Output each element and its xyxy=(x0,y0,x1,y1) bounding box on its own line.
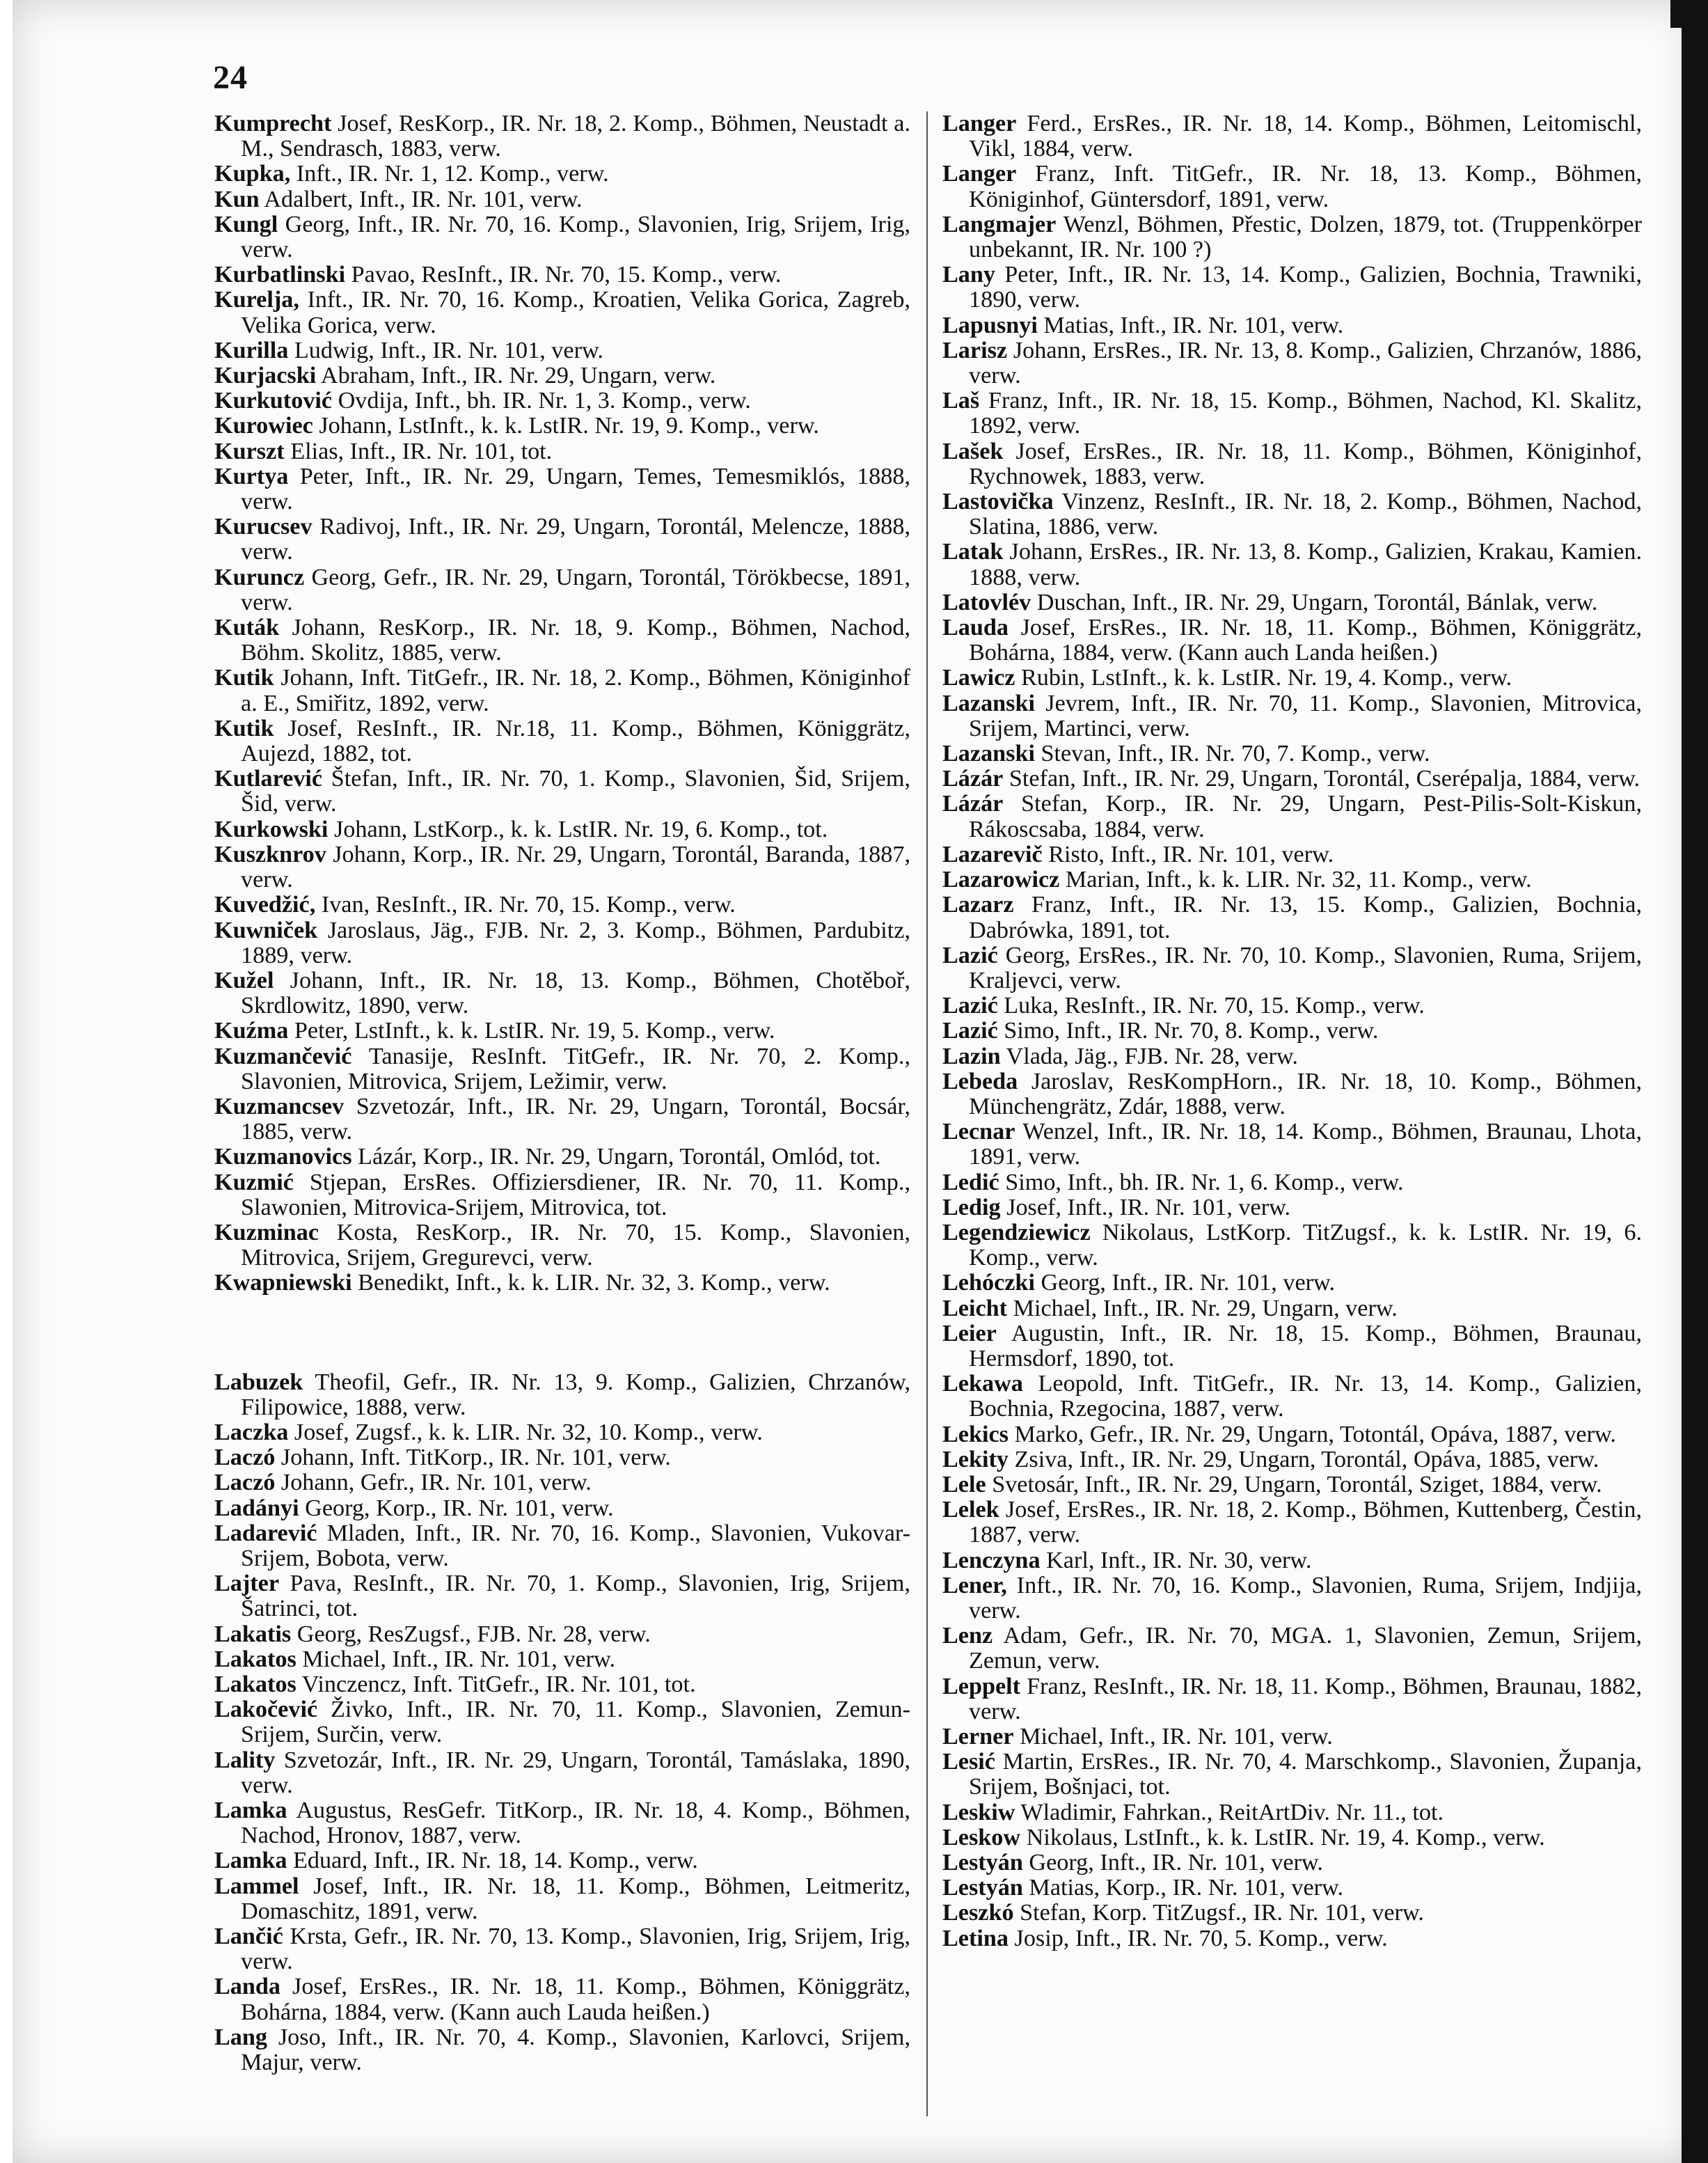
list-entry xyxy=(214,1271,910,1296)
list-entry xyxy=(942,1271,1642,1296)
entry-details: Duschan, Inft., IR. Nr. 29, Ungarn, Torontál, Bánlak, verw. xyxy=(1031,589,1598,615)
list-entry xyxy=(942,1018,1642,1044)
list-entry xyxy=(214,414,910,439)
entry-details: Matias, Inft., IR. Nr. 101, verw. xyxy=(1037,312,1344,338)
entry-details: Ivan, ResInft., IR. Nr. 70, 15. Komp., verw. xyxy=(315,892,736,918)
entry-details: Theofil, Gefr., IR. Nr. 13, 9. Komp., Galizien, Chrzanów, Filipowice, 1888, verw. xyxy=(241,1369,910,1420)
list-entry xyxy=(214,817,910,842)
list-entry xyxy=(942,1371,1642,1422)
entry-details: Risto, Inft., IR. Nr. 101, verw. xyxy=(1042,841,1334,867)
entry-surname: Kuzmić xyxy=(214,1169,294,1195)
list-entry xyxy=(942,615,1642,666)
entry-details: Pava, ResInft., IR. Nr. 70, 1. Komp., Slavonien, Irig, Srijem, Šatrinci, tot. xyxy=(241,1571,910,1622)
entry-surname: Kurkutović xyxy=(214,388,333,414)
list-entry xyxy=(942,792,1642,842)
list-entry xyxy=(214,212,910,262)
entry-details: Ludwig, Inft., IR. Nr. 101, verw. xyxy=(288,337,603,363)
entry-surname: Lesić xyxy=(942,1749,995,1775)
entry-details: Jevrem, Inft., IR. Nr. 70, 11. Komp., Slavonien, Mitrovica, Srijem, Martinci, verw. xyxy=(969,690,1642,741)
entry-details: Georg, Korp., IR. Nr. 101, verw. xyxy=(299,1495,614,1521)
entry-surname: Ledig xyxy=(942,1194,1001,1220)
entry-details: Ovdija, Inft., bh. IR. Nr. 1, 3. Komp., verw. xyxy=(332,388,751,414)
list-entry xyxy=(214,1748,910,1798)
list-entry xyxy=(942,943,1642,993)
entry-details: Martin, ErsRes., IR. Nr. 70, 4. Marschkomp., Slavonien, Županja, Srijem, Bošnjaci, tot. xyxy=(969,1749,1642,1800)
entry-surname: Langer xyxy=(942,161,1017,187)
list-entry xyxy=(214,1145,910,1170)
entry-surname: Laš xyxy=(942,388,980,414)
entry-details: Michael, Inft., IR. Nr. 101, verw. xyxy=(1013,1724,1333,1749)
entry-surname: Kuźma xyxy=(214,1018,289,1044)
entry-surname: Lehóczki xyxy=(942,1270,1035,1296)
entry-surname: Kurjacski xyxy=(214,363,317,389)
list-entry xyxy=(214,111,910,162)
entry-details: Michael, Inft., IR. Nr. 101, verw. xyxy=(296,1646,616,1672)
list-entry xyxy=(942,1850,1642,1875)
list-entry xyxy=(214,1647,910,1672)
list-entry xyxy=(942,1674,1642,1724)
column-divider xyxy=(926,111,928,2116)
entry-details: Josef, Zugsf., k. k. LIR. Nr. 32, 10. Komp., verw. xyxy=(288,1419,763,1445)
list-entry xyxy=(214,565,910,615)
list-entry xyxy=(942,666,1642,691)
entry-details: Wladimir, Fahrkan., ReitArtDiv. Nr. 11., tot. xyxy=(1015,1799,1444,1825)
entry-surname: Kuzmančević xyxy=(214,1043,352,1069)
entry-details: Inft., IR. Nr. 70, 16. Komp., Kroatien, Velika Gorica, Zagreb, Velika Gorica, verw. xyxy=(241,287,910,338)
entry-details: Marko, Gefr., IR. Nr. 29, Ungarn, Totontál, Opáva, 1887, verw. xyxy=(1008,1421,1616,1447)
entry-details: Stjepan, ErsRes. Offiziersdiener, IR. Nr. 70, 11. Komp., Slawonien, Mitrovica-Srijem, Mitrovica, tot. xyxy=(241,1169,910,1220)
entry-details: Josef, ErsRes., IR. Nr. 18, 2. Komp., Böhmen, Kuttenberg, Čestin, 1887, verw. xyxy=(969,1497,1642,1548)
entry-details: Szvetozár, Inft., IR. Nr. 29, Ungarn, Torontál, Bocsár, 1885, verw. xyxy=(241,1093,910,1145)
list-entry xyxy=(214,968,910,1018)
entry-details: Stefan, Korp., IR. Nr. 29, Ungarn, Pest-Pilis-Solt-Kiskun, Rákoscsaba, 1884, verw. xyxy=(969,791,1642,842)
entry-surname: Kurkowski xyxy=(214,816,329,842)
list-entry xyxy=(942,1321,1642,1371)
entry-details: Svetosár, Inft., IR. Nr. 29, Ungarn, Torontál, Sziget, 1884, verw. xyxy=(986,1471,1602,1497)
entry-surname: Laczó xyxy=(214,1445,276,1471)
entry-surname: Kuták xyxy=(214,615,280,641)
list-entry xyxy=(942,262,1642,313)
entry-surname: Lele xyxy=(942,1471,986,1497)
entry-surname: Lazanski xyxy=(942,690,1035,716)
entry-details: Josef, ErsRes., IR. Nr. 18, 11. Komp., Böhmen, Königgrätz, Bohárna, 1884, verw. (Kann auch Lauda heißen.) xyxy=(241,1974,910,2025)
entry-details: Johann, Inft. TitKorp., IR. Nr. 101, verw. xyxy=(275,1445,671,1471)
entry-details: Johann, Korp., IR. Nr. 29, Ungarn, Torontál, Baranda, 1887, verw. xyxy=(241,841,910,893)
entry-surname: Kurelja, xyxy=(214,287,299,313)
list-entry xyxy=(942,388,1642,439)
entry-surname: Lakatos xyxy=(214,1646,296,1672)
entry-surname: Larisz xyxy=(942,337,1008,363)
list-entry xyxy=(214,2025,910,2075)
list-entry xyxy=(214,514,910,565)
entry-details: Tanasije, ResInft. TitGefr., IR. Nr. 70, 2. Komp., Slavonien, Mitrovica, Srijem, Ležimir, verw. xyxy=(241,1043,910,1094)
entry-surname: Landa xyxy=(214,1974,281,2000)
list-entry xyxy=(942,741,1642,766)
entry-details: Pavao, ResInft., IR. Nr. 70, 15. Komp., verw. xyxy=(345,262,782,288)
entry-surname: Lang xyxy=(214,2024,268,2050)
entry-surname: Ladányi xyxy=(214,1495,299,1521)
entry-surname: Kuwniček xyxy=(214,917,318,943)
list-entry xyxy=(214,1094,910,1145)
list-entry xyxy=(942,1497,1642,1548)
list-entry xyxy=(214,1974,910,2024)
entry-details: Georg, Inft., IR. Nr. 101, verw. xyxy=(1022,1850,1323,1876)
entry-details: Simo, Inft., bh. IR. Nr. 1, 6. Komp., verw. xyxy=(999,1169,1404,1195)
entry-details: Leopold, Inft. TitGefr., IR. Nr. 13, 14. Komp., Galizien, Bochnia, Rzegocina, 1887, verw. xyxy=(969,1371,1642,1422)
entry-surname: Lazić xyxy=(942,1018,998,1044)
list-entry xyxy=(942,1901,1642,1926)
list-entry xyxy=(214,338,910,363)
entry-details: Adalbert, Inft., IR. Nr. 101, verw. xyxy=(259,186,583,212)
entry-details: Jaroslav, ResKompHorn., IR. Nr. 18, 10. Komp., Böhmen, Münchengrätz, Zdár, 1888, verw. xyxy=(969,1068,1642,1119)
entry-surname: Lamka xyxy=(214,1848,287,1874)
entry-surname: Lajter xyxy=(214,1571,280,1597)
list-entry xyxy=(942,1170,1642,1195)
entry-surname: Kurilla xyxy=(214,337,289,363)
entry-surname: Lapusnyi xyxy=(942,312,1038,338)
entry-surname: Lazanski xyxy=(942,741,1035,767)
list-entry xyxy=(942,1926,1642,1951)
entry-surname: Langer xyxy=(942,111,1017,136)
entry-details: Franz, ResInft., IR. Nr. 18, 11. Komp., Böhmen, Braunau, 1882, verw. xyxy=(969,1673,1642,1724)
entry-surname: Kwapniewski xyxy=(214,1270,352,1296)
list-entry xyxy=(214,1445,910,1470)
list-entry xyxy=(942,1422,1642,1447)
list-entry xyxy=(942,162,1642,212)
list-entry xyxy=(942,111,1642,162)
list-entry xyxy=(942,489,1642,540)
entry-details: Simo, Inft., IR. Nr. 70, 8. Komp., verw. xyxy=(997,1018,1379,1044)
entry-surname: Kurszt xyxy=(214,438,285,464)
entry-surname: Kumprecht xyxy=(214,111,332,136)
entry-surname: Lawicz xyxy=(942,665,1015,691)
entry-details: Luka, ResInft., IR. Nr. 70, 15. Komp., verw. xyxy=(997,993,1425,1019)
entry-surname: Leicht xyxy=(942,1295,1008,1321)
list-entry xyxy=(214,363,910,388)
list-entry xyxy=(214,666,910,716)
list-entry xyxy=(942,1749,1642,1800)
entry-surname: Kuruncz xyxy=(214,564,305,590)
entry-surname: Latovlév xyxy=(942,589,1031,615)
page-number: 24 xyxy=(213,59,248,96)
left-column xyxy=(214,111,910,2075)
entry-surname: Kurtya xyxy=(214,463,289,489)
entry-details: Ferd., ErsRes., IR. Nr. 18, 14. Komp., Böhmen, Leitomischl, Vikl, 1884, verw. xyxy=(969,111,1642,162)
list-entry xyxy=(214,1044,910,1094)
entry-details: Adam, Gefr., IR. Nr. 70, MGA. 1, Slavonien, Zemun, Srijem, Zemun, verw. xyxy=(969,1623,1642,1674)
list-entry xyxy=(942,691,1642,741)
entry-surname: Leppelt xyxy=(942,1673,1021,1699)
list-entry xyxy=(214,1798,910,1848)
entry-details: Lázár, Korp., IR. Nr. 29, Ungarn, Torontál, Omlód, tot. xyxy=(351,1144,881,1170)
entry-surname: Lekics xyxy=(942,1421,1009,1447)
entry-surname: Ledić xyxy=(942,1169,999,1195)
list-entry xyxy=(214,162,910,187)
entry-surname: Kurucsev xyxy=(214,514,313,540)
entry-details: Elias, Inft., IR. Nr. 101, tot. xyxy=(284,438,553,464)
entry-surname: Lakatis xyxy=(214,1621,292,1647)
entry-surname: Lazić xyxy=(942,942,998,968)
entry-details: Vinczencz, Inft. TitGefr., IR. Nr. 101, tot. xyxy=(296,1671,696,1697)
list-entry xyxy=(214,766,910,817)
entry-details: Karl, Inft., IR. Nr. 30, verw. xyxy=(1040,1547,1312,1573)
entry-details: Wenzel, Inft., IR. Nr. 18, 14. Komp., Böhmen, Braunau, Lhota, 1891, verw. xyxy=(969,1119,1642,1170)
entry-details: Stevan, Inft., IR. Nr. 70, 7. Komp., verw. xyxy=(1035,741,1430,767)
entry-surname: Lastovička xyxy=(942,489,1054,515)
entry-surname: Letina xyxy=(942,1925,1009,1951)
list-entry xyxy=(942,1724,1642,1749)
list-entry xyxy=(942,766,1642,792)
list-entry xyxy=(214,1874,910,1924)
entry-surname: Lašek xyxy=(942,438,1004,464)
list-entry xyxy=(214,262,910,288)
entry-surname: Lenczyna xyxy=(942,1547,1041,1573)
entry-surname: Lazarz xyxy=(942,892,1014,918)
scan-border-corner xyxy=(1670,0,1708,28)
entry-details: Mladen, Inft., IR. Nr. 70, 16. Komp., Slavonien, Vukovar-Srijem, Bobota, verw. xyxy=(241,1520,910,1571)
entry-details: Inft., IR. Nr. 1, 12. Komp., verw. xyxy=(290,161,609,187)
entry-details: Johann, LstInft., k. k. LstIR. Nr. 19, 9. Komp., verw. xyxy=(313,413,819,439)
entry-surname: Lener, xyxy=(942,1572,1007,1598)
entry-surname: Lazin xyxy=(942,1043,1001,1069)
entry-surname: Lany xyxy=(942,262,996,288)
entry-details: Vinzenz, ResInft., IR. Nr. 18, 2. Komp., Böhmen, Nachod, Slatina, 1886, verw. xyxy=(969,489,1642,540)
list-entry xyxy=(942,590,1642,615)
entry-details: Inft., IR. Nr. 70, 16. Komp., Slavonien, Ruma, Srijem, Indjija, verw. xyxy=(969,1572,1642,1623)
entry-surname: Kutik xyxy=(214,665,274,691)
list-entry xyxy=(214,918,910,968)
list-entry xyxy=(942,1825,1642,1850)
entry-surname: Kuzmanovics xyxy=(214,1144,352,1170)
entry-details: Jaroslaus, Jäg., FJB. Nr. 2, 3. Komp., Böhmen, Pardubitz, 1889, verw. xyxy=(241,917,910,968)
entry-details: Rubin, LstInft., k. k. LstIR. Nr. 19, 4. Komp., verw. xyxy=(1015,665,1512,691)
list-entry xyxy=(942,212,1642,262)
entry-surname: Lakatos xyxy=(214,1671,296,1697)
entry-surname: Lázár xyxy=(942,766,1004,792)
entry-details: Josef, ResKorp., IR. Nr. 18, 2. Komp., Böhmen, Neustadt a. M., Sendrasch, 1883, verw. xyxy=(241,111,910,162)
entry-surname: Kupka, xyxy=(214,161,291,187)
entry-surname: Leskow xyxy=(942,1824,1021,1850)
right-column xyxy=(942,111,1642,1951)
list-entry xyxy=(942,1069,1642,1119)
entry-surname: Kurbatlinski xyxy=(214,262,346,288)
list-entry xyxy=(942,1044,1642,1069)
entry-details: Johann, ResKorp., IR. Nr. 18, 9. Komp., Böhmen, Nachod, Böhm. Skolitz, 1885, verw. xyxy=(241,615,910,666)
entry-surname: Kužel xyxy=(214,967,274,993)
list-entry xyxy=(942,993,1642,1018)
entry-surname: Laczka xyxy=(214,1419,289,1445)
entry-surname: Lelek xyxy=(942,1497,999,1523)
entry-details: Štefan, Inft., IR. Nr. 70, 1. Komp., Slavonien, Šid, Srijem, Šid, verw. xyxy=(241,766,910,817)
entry-surname: Lekawa xyxy=(942,1371,1023,1397)
list-entry xyxy=(942,1296,1642,1321)
entry-details: Matias, Korp., IR. Nr. 101, verw. xyxy=(1022,1875,1344,1901)
scan-border xyxy=(1682,0,1708,2163)
list-entry xyxy=(214,1521,910,1571)
entry-surname: Legendziewicz xyxy=(942,1219,1091,1245)
list-entry xyxy=(214,1697,910,1747)
entry-details: Peter, LstInft., k. k. LstIR. Nr. 19, 5. Komp., verw. xyxy=(288,1018,775,1044)
list-entry xyxy=(214,1018,910,1044)
list-entry xyxy=(214,1420,910,1445)
list-entry xyxy=(214,1496,910,1521)
entry-details: Johann, Inft., IR. Nr. 18, 13. Komp., Böhmen, Chotěboř, Skrdlowitz, 1890, verw. xyxy=(241,967,910,1019)
entry-surname: Lauda xyxy=(942,615,1009,641)
entry-surname: Lančić xyxy=(214,1924,283,1950)
list-entry xyxy=(214,892,910,918)
list-entry xyxy=(214,1170,910,1220)
entry-details: Michael, Inft., IR. Nr. 29, Ungarn, verw. xyxy=(1007,1295,1398,1321)
entry-details: Georg, Inft., IR. Nr. 101, verw. xyxy=(1034,1270,1336,1296)
entry-surname: Lestyán xyxy=(942,1875,1023,1901)
entry-details: Josef, ErsRes., IR. Nr. 18, 11. Komp., Böhmen, Königinhof, Rychnowek, 1883, verw. xyxy=(969,438,1642,489)
entry-surname: Kuzmancsev xyxy=(214,1093,345,1119)
entry-details: Stefan, Inft., IR. Nr. 29, Ungarn, Torontál, Cserépalja, 1884, verw. xyxy=(1003,766,1640,792)
list-entry xyxy=(214,716,910,766)
entry-surname: Labuzek xyxy=(214,1369,303,1395)
entry-surname: Lerner xyxy=(942,1724,1014,1749)
entry-details: Franz, Inft. TitGefr., IR. Nr. 18, 13. Komp., Böhmen, Königinhof, Güntersdorf, 1891, verw. xyxy=(969,161,1642,212)
entry-details: Abraham, Inft., IR. Nr. 29, Ungarn, verw. xyxy=(316,363,716,389)
list-entry xyxy=(214,1924,910,1974)
entry-details: Josef, Inft., IR. Nr. 101, verw. xyxy=(1000,1194,1291,1220)
entry-details: Stefan, Korp. TitZugsf., IR. Nr. 101, verw. xyxy=(1013,1900,1424,1926)
entry-details: Josef, ErsRes., IR. Nr. 18, 11. Komp., Böhmen, Königgrätz, Bohárna, 1884, verw. (Kann auch Landa heißen.) xyxy=(969,615,1642,666)
entry-surname: Kuzminac xyxy=(214,1219,319,1245)
list-entry xyxy=(214,1220,910,1271)
entry-surname: Lakočević xyxy=(214,1697,318,1723)
list-entry xyxy=(214,388,910,414)
entry-surname: Ladarević xyxy=(214,1520,317,1546)
list-entry xyxy=(942,313,1642,338)
entry-surname: Lazić xyxy=(942,993,998,1019)
list-entry xyxy=(214,288,910,338)
entry-details: Szvetozár, Inft., IR. Nr. 29, Ungarn, Torontál, Tamáslaka, 1890, verw. xyxy=(241,1747,910,1798)
entry-details: Georg, ErsRes., IR. Nr. 70, 10. Komp., Slavonien, Ruma, Srijem, Kraljevci, verw. xyxy=(969,942,1642,993)
section-gap xyxy=(214,1296,910,1370)
list-entry xyxy=(942,892,1642,943)
entry-details: Krsta, Gefr., IR. Nr. 70, 13. Komp., Slavonien, Irig, Srijem, Irig, verw. xyxy=(241,1924,910,1975)
entry-surname: Latak xyxy=(942,539,1004,565)
list-entry xyxy=(942,1548,1642,1573)
entry-details: Johann, Inft. TitGefr., IR. Nr. 18, 2. Komp., Böhmen, Königinhof a. E., Smiřitz, 1892, verw. xyxy=(241,665,910,716)
list-entry xyxy=(942,540,1642,590)
list-entry xyxy=(942,1119,1642,1170)
entry-details: Johann, LstKorp., k. k. LstIR. Nr. 19, 6. Komp., tot. xyxy=(328,816,828,842)
list-entry xyxy=(214,1848,910,1873)
list-entry xyxy=(214,842,910,892)
list-entry xyxy=(214,1370,910,1420)
entry-surname: Lazarevič xyxy=(942,841,1043,867)
entry-details: Marian, Inft., k. k. LIR. Nr. 32, 11. Komp., verw. xyxy=(1059,867,1532,893)
entry-surname: Lestyán xyxy=(942,1850,1023,1876)
entry-details: Josef, Inft., IR. Nr. 18, 11. Komp., Böhmen, Leitmeritz, Domaschitz, 1891, verw. xyxy=(241,1873,910,1924)
entry-surname: Lality xyxy=(214,1747,276,1773)
entry-details: Georg, Inft., IR. Nr. 70, 16. Komp., Slavonien, Irig, Srijem, Irig, verw. xyxy=(241,211,910,263)
entry-details: Johann, ErsRes., IR. Nr. 13, 8. Komp., Galizien, Krakau, Kamien. 1888, verw. xyxy=(969,539,1642,590)
entry-details: Augustus, ResGefr. TitKorp., IR. Nr. 18, 4. Komp., Böhmen, Nachod, Hronov, 1887, verw. xyxy=(241,1798,910,1849)
list-entry xyxy=(214,439,910,464)
list-entry xyxy=(942,842,1642,867)
entry-details: Augustin, Inft., IR. Nr. 18, 15. Komp., Böhmen, Braunau, Hermsdorf, 1890, tot. xyxy=(969,1320,1642,1371)
list-entry xyxy=(214,1622,910,1647)
entry-surname: Lazarowicz xyxy=(942,867,1060,893)
entry-details: Franz, Inft., IR. Nr. 18, 15. Komp., Böhmen, Nachod, Kl. Skalitz, 1892, verw. xyxy=(969,388,1642,439)
scanned-page xyxy=(13,0,1695,2163)
entry-details: Wenzl, Böhmen, Přestic, Dolzen, 1879, tot. (Truppenkörper unbekannt, IR. Nr. 100 ?) xyxy=(969,211,1642,263)
entry-details: Johann, ErsRes., IR. Nr. 13, 8. Komp., Galizien, Chrzanów, 1886, verw. xyxy=(969,337,1642,389)
list-entry xyxy=(942,1573,1642,1623)
entry-surname: Lamka xyxy=(214,1798,287,1823)
entry-details: Kosta, ResKorp., IR. Nr. 70, 15. Komp., Slavonien, Mitrovica, Srijem, Gregurevci, verw. xyxy=(241,1219,910,1271)
entry-details: Johann, Gefr., IR. Nr. 101, verw. xyxy=(275,1470,592,1496)
list-entry xyxy=(942,867,1642,892)
entry-details: Vlada, Jäg., FJB. Nr. 28, verw. xyxy=(1000,1043,1298,1069)
list-entry xyxy=(942,1623,1642,1674)
entry-details: Georg, Gefr., IR. Nr. 29, Ungarn, Torontál, Törökbecse, 1891, verw. xyxy=(241,564,910,615)
entry-details: Georg, ResZugsf., FJB. Nr. 28, verw. xyxy=(291,1621,651,1647)
entry-surname: Kun xyxy=(214,186,260,212)
list-entry xyxy=(214,1672,910,1697)
entry-surname: Laczó xyxy=(214,1470,276,1496)
entry-surname: Kuszknrov xyxy=(214,841,326,867)
entry-details: Josef, ResInft., IR. Nr.18, 11. Komp., Böhmen, Königgrätz, Aujezd, 1882, tot. xyxy=(241,715,910,767)
entry-surname: Kutik xyxy=(214,715,274,741)
entry-details: Joso, Inft., IR. Nr. 70, 4. Komp., Slavonien, Karlovci, Srijem, Majur, verw. xyxy=(241,2024,910,2076)
list-entry xyxy=(214,1571,910,1621)
list-entry xyxy=(942,1447,1642,1472)
entry-details: Eduard, Inft., IR. Nr. 18, 14. Komp., verw. xyxy=(287,1848,698,1874)
entry-surname: Kuvedžić, xyxy=(214,892,316,918)
entry-surname: Lammel xyxy=(214,1873,299,1899)
entry-surname: Lekity xyxy=(942,1446,1009,1472)
list-entry xyxy=(214,187,910,212)
entry-surname: Leier xyxy=(942,1320,997,1346)
entry-details: Zsiva, Inft., IR. Nr. 29, Ungarn, Torontál, Opáva, 1885, verw. xyxy=(1008,1446,1599,1472)
entry-details: Radivoj, Inft., IR. Nr. 29, Ungarn, Torontál, Melencze, 1888, verw. xyxy=(241,514,910,565)
list-entry xyxy=(942,439,1642,489)
list-entry xyxy=(942,1472,1642,1497)
entry-details: Franz, Inft., IR. Nr. 13, 15. Komp., Galizien, Bochnia, Dabrówka, 1891, tot. xyxy=(969,892,1642,943)
entry-surname: Leszkó xyxy=(942,1900,1014,1926)
entry-details: Živko, Inft., IR. Nr. 70, 11. Komp., Slavonien, Zemun-Srijem, Surčin, verw. xyxy=(241,1697,910,1748)
list-entry xyxy=(214,1470,910,1495)
entry-surname: Leskiw xyxy=(942,1799,1015,1825)
list-entry xyxy=(214,464,910,514)
entry-surname: Kungl xyxy=(214,211,278,237)
entry-surname: Lenz xyxy=(942,1623,993,1649)
entry-details: Benedikt, Inft., k. k. LIR. Nr. 32, 3. Komp., verw. xyxy=(351,1270,830,1296)
entry-surname: Kutlarević xyxy=(214,766,323,792)
entry-details: Peter, Inft., IR. Nr. 29, Ungarn, Temes, Temesmiklós, 1888, verw. xyxy=(241,463,910,515)
list-entry xyxy=(942,1220,1642,1271)
entry-details: Josip, Inft., IR. Nr. 70, 5. Komp., verw. xyxy=(1008,1925,1388,1951)
list-entry xyxy=(942,1875,1642,1901)
entry-surname: Lázár xyxy=(942,791,1004,817)
entry-surname: Lecnar xyxy=(942,1119,1015,1145)
list-entry xyxy=(942,1195,1642,1220)
entry-surname: Lebeda xyxy=(942,1068,1018,1094)
entry-details: Nikolaus, LstKorp. TitZugsf., k. k. LstIR. Nr. 19, 6. Komp., verw. xyxy=(969,1219,1642,1271)
list-entry xyxy=(942,338,1642,388)
entry-surname: Kurowiec xyxy=(214,413,313,439)
list-entry xyxy=(942,1800,1642,1825)
list-entry xyxy=(214,615,910,666)
entry-details: Peter, Inft., IR. Nr. 13, 14. Komp., Galizien, Bochnia, Trawniki, 1890, verw. xyxy=(969,262,1642,313)
entry-details: Nikolaus, LstInft., k. k. LstIR. Nr. 19, 4. Komp., verw. xyxy=(1020,1824,1545,1850)
entry-surname: Langmajer xyxy=(942,211,1057,237)
